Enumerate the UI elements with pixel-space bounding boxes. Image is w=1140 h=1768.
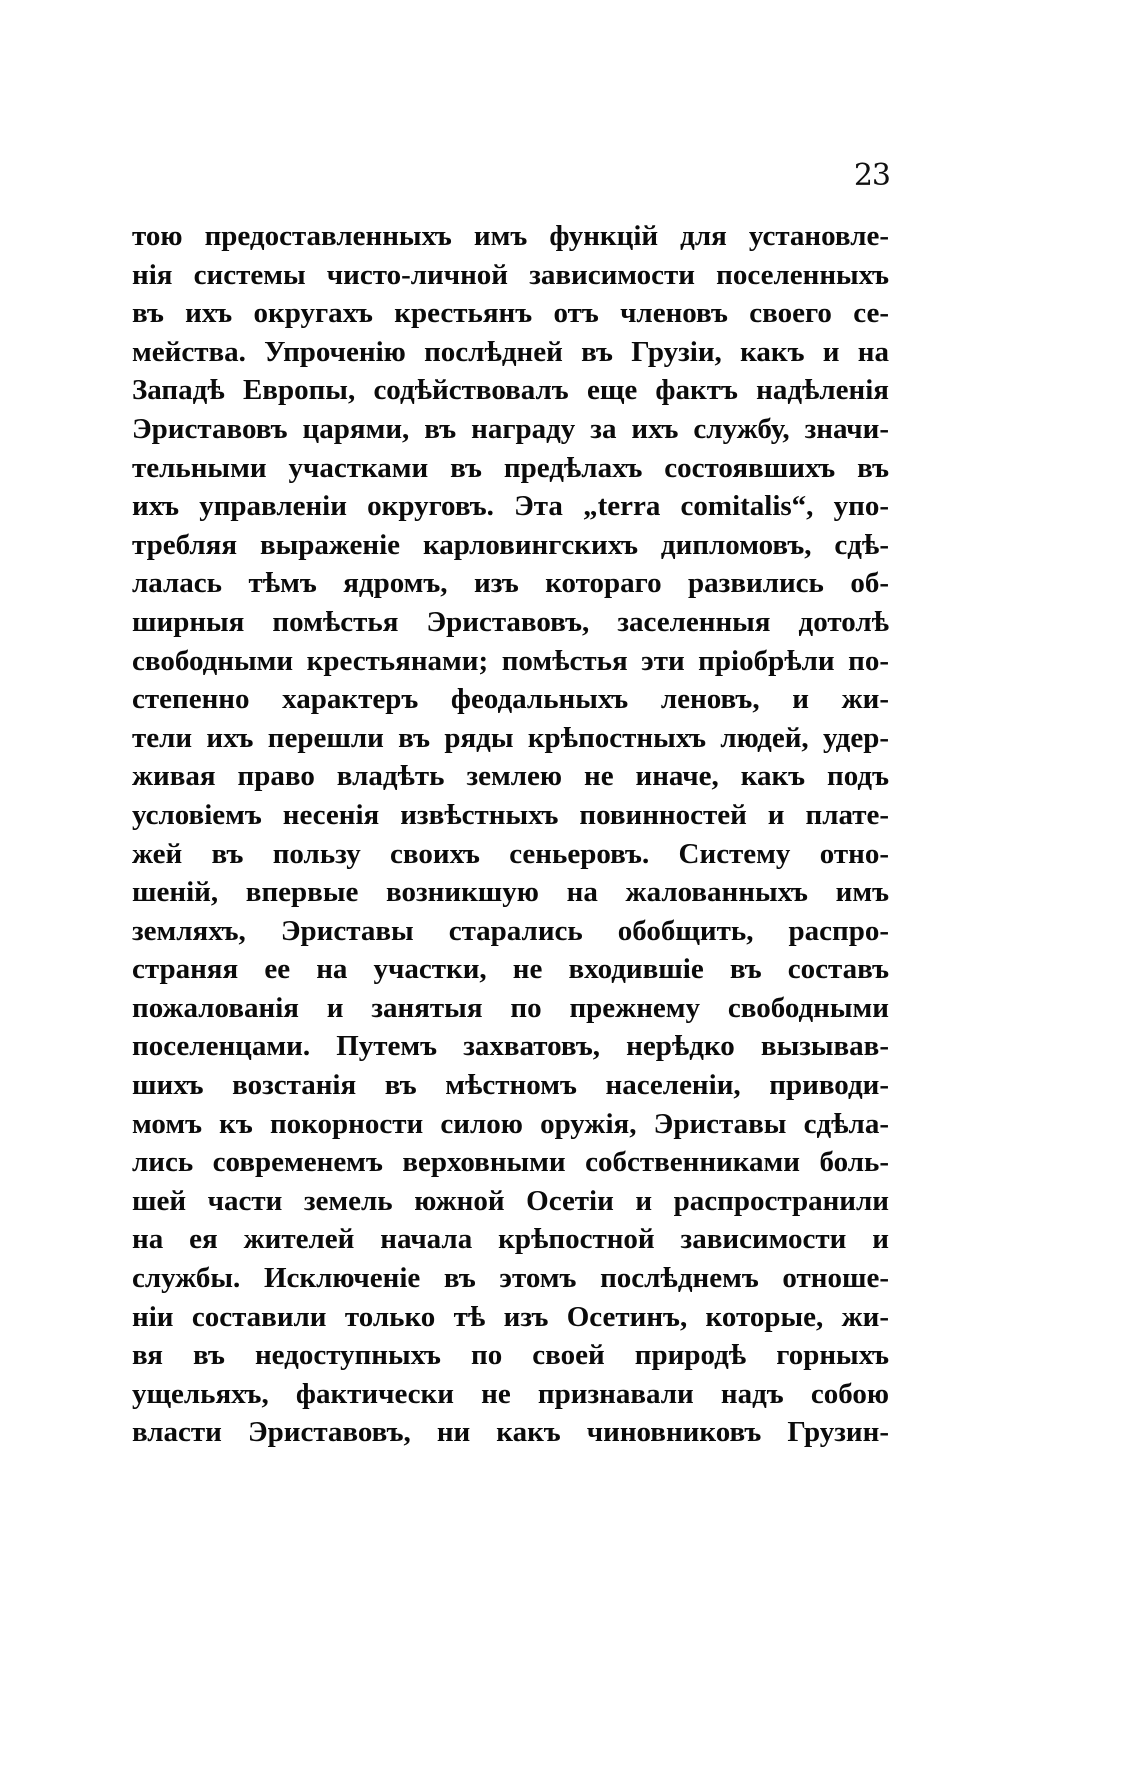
text-line: вя въ недоступныхъ по своей природѣ горныхъ xyxy=(132,1339,889,1372)
text-line: ніи составили только тѣ изъ Осетинъ, которые, жи- xyxy=(132,1300,889,1333)
text-line: лись современемъ верховными собственниками боль- xyxy=(132,1146,889,1179)
text-line: тельными участками въ предѣлахъ состоявшихъ въ xyxy=(132,451,889,484)
text-line: ихъ управленіи округовъ. Эта „terra comitalis“, упо- xyxy=(132,490,889,523)
text-line: ущельяхъ, фактически не признавали надъ собою xyxy=(132,1377,889,1410)
text-line: условіемъ несенія извѣстныхъ повинностей и плате- xyxy=(132,798,889,831)
text-line: живая право владѣть землею не иначе, какъ подъ xyxy=(132,760,889,793)
text-line: жей въ пользу своихъ сеньеровъ. Систему отно- xyxy=(132,837,889,870)
text-line: на ея жителей начала крѣпостной зависимости и xyxy=(132,1223,889,1256)
text-line: шеній, впервые возникшую на жалованныхъ имъ xyxy=(132,876,889,909)
text-line: требляя выраженіе карловингскихъ дипломовъ, сдѣ- xyxy=(132,528,889,561)
text-line: земляхъ, Эриставы старались обобщить, распро- xyxy=(132,914,889,947)
text-line: поселенцами. Путемъ захватовъ, нерѣдко вызывав- xyxy=(132,1030,889,1063)
text-line: свободными крестьянами; помѣстья эти пріобрѣли по- xyxy=(132,644,889,677)
text-line: тою предоставленныхъ имъ функцій для установле- xyxy=(132,220,889,252)
text-line: власти Эриставовъ, ни какъ чиновниковъ Грузин- xyxy=(132,1416,889,1449)
text-line: Эриставовъ царями, въ награду за ихъ службу, значи- xyxy=(132,412,889,445)
text-line: страняя ее на участки, не входившіе въ составъ xyxy=(132,953,889,986)
text-line: степенно характеръ феодальныхъ леновъ, и жи- xyxy=(132,683,889,716)
text-line: пожалованія и занятыя по прежнему свободными xyxy=(132,991,889,1024)
text-line: тели ихъ перешли въ ряды крѣпостныхъ людей, удер- xyxy=(132,721,889,754)
text-line: ширныя помѣстья Эриставовъ, заселенныя дотолѣ xyxy=(132,605,889,638)
text-line: шей части земель южной Осетіи и распространили xyxy=(132,1184,889,1217)
text-line: мейства. Упроченію послѣдней въ Грузіи, какъ и на xyxy=(132,335,889,368)
text-line: службы. Исключеніе въ этомъ послѣднемъ отноше- xyxy=(132,1262,889,1295)
text-line: въ ихъ округахъ крестьянъ отъ членовъ своего се- xyxy=(132,297,889,330)
body-text xyxy=(132,217,889,1452)
text-line: Западѣ Европы, содѣйствовалъ еще фактъ надѣленія xyxy=(132,374,889,407)
text-line: лалась тѣмъ ядромъ, изъ котораго развились об- xyxy=(132,567,889,600)
text-line: нія системы чисто-личной зависимости поселенныхъ xyxy=(132,258,889,291)
page-number: 23 xyxy=(853,158,890,193)
text-line: момъ къ покорности силою оружія, Эриставы сдѣла- xyxy=(132,1107,889,1140)
text-line: шихъ возстанія въ мѣстномъ населеніи, приводи- xyxy=(132,1069,889,1102)
